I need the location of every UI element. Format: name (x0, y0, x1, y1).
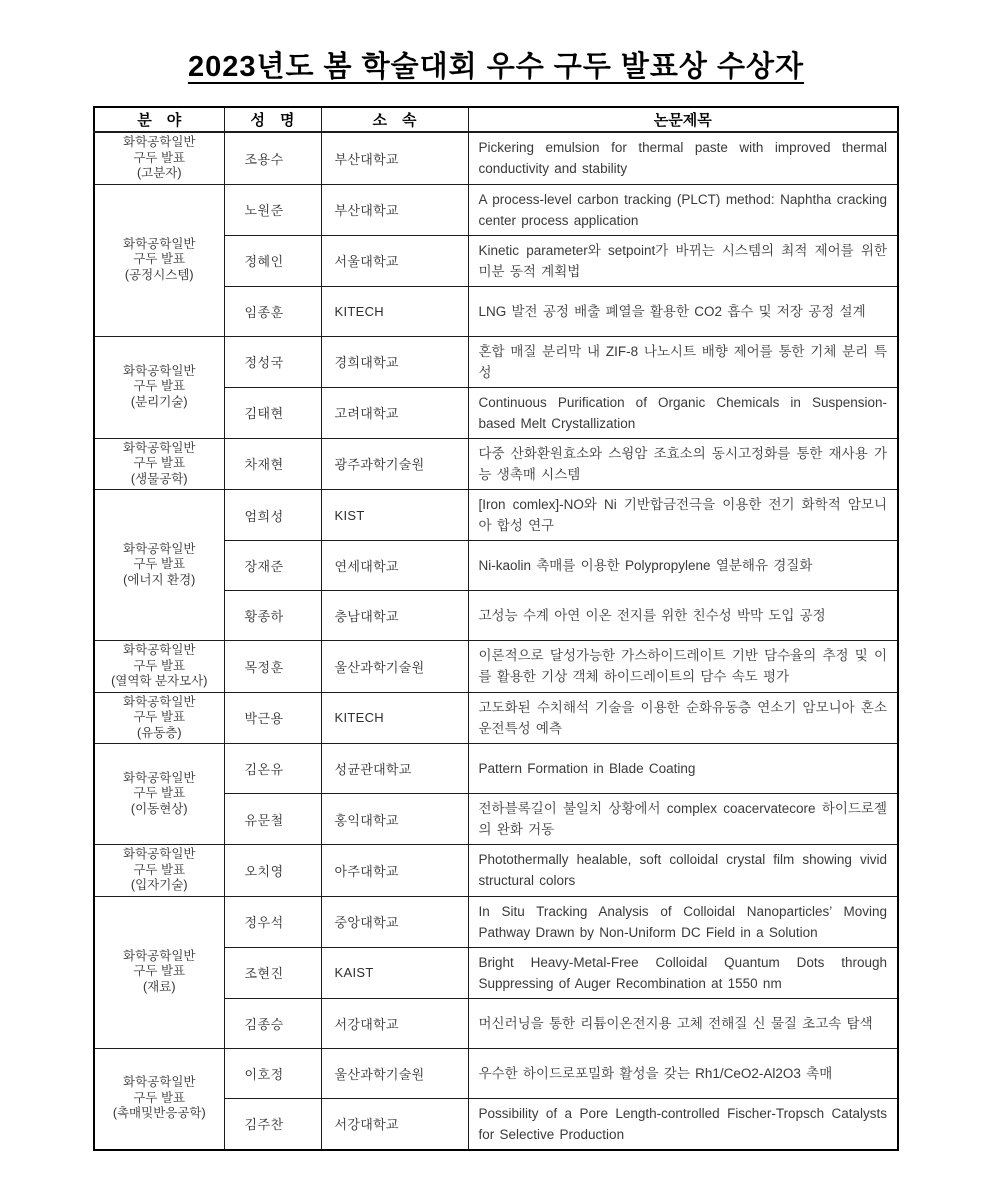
header-name: 성 명 (224, 107, 321, 132)
field-line: (촉매및반응공학) (112, 1106, 206, 1121)
table-row (94, 641, 898, 693)
winner-name: 김태현 (224, 387, 321, 438)
field-line: (생물공학) (130, 471, 188, 486)
paper-title: 고도화된 수치해석 기술을 이용한 순화유동층 연소기 암모니아 혼소 운전특성 예측 (468, 692, 898, 744)
field-line: 화학공학일반 (123, 948, 196, 963)
winner-affiliation: 울산과학기술원 (321, 1048, 468, 1098)
field-line: 구두 발표 (133, 456, 186, 470)
winner-name: 조용수 (224, 132, 321, 184)
winner-affiliation: 경희대학교 (321, 336, 468, 387)
winner-affiliation: 서강대학교 (321, 1098, 468, 1150)
paper-title: 이론적으로 달성가능한 가스하이드레이트 기반 담수율의 추정 및 이를 활용한 기상 객체 하이드레이트의 담수 속도 평가 (468, 641, 898, 693)
paper-title: 전하블록길이 불일치 상황에서 complex coacervatecore 하이드로젤의 완화 거동 (468, 794, 898, 845)
winner-affiliation: 광주과학기술원 (321, 438, 468, 490)
field-line: 구두 발표 (133, 710, 186, 724)
paper-title: Ni-kaolin 촉매를 이용한 Polypropylene 열분해유 경질화 (468, 541, 898, 591)
winner-name: 정성국 (224, 336, 321, 387)
paper-title: [Iron comlex]-NO와 Ni 기반합금전극을 이용한 전기 화학적 암모니아 합성 연구 (468, 490, 898, 541)
table-row (94, 336, 898, 387)
winner-affiliation: 홍익대학교 (321, 794, 468, 845)
winner-name: 정우석 (224, 896, 321, 947)
field-line: 화학공학일반 (123, 541, 196, 556)
winner-affiliation: 충남대학교 (321, 591, 468, 641)
field-line: (열역학 분자모사) (111, 674, 208, 688)
field-line: 구두 발표 (133, 862, 186, 877)
paper-title: 다중 산화환원효소와 스윙암 조효소의 동시고정화를 통한 재사용 가능 생촉매 시스템 (468, 438, 898, 490)
paper-title: Bright Heavy-Metal-Free Colloidal Quantum Dots through Suppressing of Auger Recombination at 1550 nm (468, 947, 898, 998)
awards-table-body (94, 132, 898, 1150)
field-line: 화학공학일반 (123, 643, 196, 657)
winner-affiliation: 아주대학교 (321, 845, 468, 897)
winner-affiliation: KITECH (321, 692, 468, 744)
field-line: 화학공학일반 (123, 236, 196, 251)
winner-name: 차재현 (224, 438, 321, 490)
field-cell (94, 490, 224, 641)
winner-affiliation: KAIST (321, 947, 468, 998)
table-row (94, 438, 898, 490)
paper-title: Kinetic parameter와 setpoint가 바뀌는 시스템의 최적 제어를 위한 미분 동적 계획법 (468, 235, 898, 286)
paper-title: In Situ Tracking Analysis of Colloidal Nanoparticles’ Moving Pathway Drawn by Non-Uniform DC Field in a Solution (468, 896, 898, 947)
page-title: 2023년도 봄 학술대회 우수 구두 발표상 수상자 (187, 51, 805, 83)
winner-name: 유문철 (224, 794, 321, 845)
winner-name: 장재준 (224, 541, 321, 591)
field-cell (94, 896, 224, 1048)
field-line: (에너지 환경) (123, 572, 196, 587)
field-line: 화학공학일반 (123, 363, 196, 378)
field-cell (94, 1048, 224, 1150)
table-row (94, 1048, 898, 1098)
winner-name: 목정훈 (224, 641, 321, 693)
field-line: 화학공학일반 (123, 694, 196, 709)
field-line: 화학공학일반 (123, 440, 196, 455)
field-line: 구두 발표 (133, 786, 186, 801)
table-row (94, 490, 898, 541)
paper-title: A process-level carbon tracking (PLCT) method: Naphtha cracking center process application (468, 184, 898, 235)
field-line: 구두 발표 (133, 1090, 186, 1105)
header-row (94, 107, 898, 132)
paper-title: Photothermally healable, soft colloidal crystal film showing vivid structural colors (468, 845, 898, 897)
table-row (94, 132, 898, 184)
table-row (94, 744, 898, 794)
winner-name: 김종승 (224, 998, 321, 1048)
field-cell (94, 132, 224, 184)
field-line: 화학공학일반 (123, 847, 196, 861)
awards-table (93, 106, 899, 1151)
field-cell (94, 184, 224, 336)
field-line: (유동층) (136, 725, 182, 740)
header-paper-title: 논문제목 (468, 107, 898, 132)
field-line: 구두 발표 (133, 964, 186, 979)
field-line: 구두 발표 (133, 150, 186, 165)
field-line: (고분자) (136, 166, 182, 180)
winner-affiliation: KITECH (321, 286, 468, 336)
winner-affiliation: 서강대학교 (321, 998, 468, 1048)
winner-affiliation: 부산대학교 (321, 184, 468, 235)
paper-title: Possibility of a Pore Length-controlled Fischer-Tropsch Catalysts for Selective Production (468, 1098, 898, 1150)
table-row (94, 896, 898, 947)
table-row (94, 845, 898, 897)
paper-title: 머신러닝을 통한 리튬이온전지용 고체 전해질 신 물질 초고속 탐색 (468, 998, 898, 1048)
field-line: (분리기술) (130, 394, 188, 409)
paper-title: Pickering emulsion for thermal paste with improved thermal conductivity and stability (468, 132, 898, 184)
field-cell (94, 845, 224, 897)
winner-name: 오치영 (224, 845, 321, 897)
paper-title: Pattern Formation in Blade Coating (468, 744, 898, 794)
winner-name: 노원준 (224, 184, 321, 235)
winner-affiliation: 성균관대학교 (321, 744, 468, 794)
field-cell (94, 744, 224, 845)
field-line: 화학공학일반 (123, 135, 196, 149)
winner-name: 정혜인 (224, 235, 321, 286)
table-row (94, 184, 898, 235)
winner-affiliation: 고려대학교 (321, 387, 468, 438)
paper-title: 혼합 매질 분리막 내 ZIF-8 나노시트 배향 제어를 통한 기체 분리 특성 (468, 336, 898, 387)
field-line: (재료) (143, 979, 176, 994)
paper-title: 고성능 수계 아연 이온 전지를 위한 친수성 박막 도입 공정 (468, 591, 898, 641)
field-cell (94, 692, 224, 744)
winner-affiliation: 서울대학교 (321, 235, 468, 286)
field-cell (94, 336, 224, 438)
winner-affiliation: 중앙대학교 (321, 896, 468, 947)
field-line: (공정시스템) (124, 267, 194, 282)
field-line: 화학공학일반 (123, 770, 196, 785)
winner-name: 김온유 (224, 744, 321, 794)
field-line: 구두 발표 (133, 379, 186, 394)
winner-name: 박근용 (224, 692, 321, 744)
winner-affiliation: KIST (321, 490, 468, 541)
field-line: 화학공학일반 (123, 1075, 196, 1090)
field-line: (입자기술) (130, 878, 188, 892)
winner-name: 이호정 (224, 1048, 321, 1098)
paper-title: Continuous Purification of Organic Chemicals in Suspension-based Melt Crystallization (468, 387, 898, 438)
field-cell (94, 438, 224, 490)
table-row (94, 692, 898, 744)
winner-name: 엄희성 (224, 490, 321, 541)
header-field: 분 야 (94, 107, 224, 132)
header-affiliation: 소 속 (321, 107, 468, 132)
winner-name: 조현진 (224, 947, 321, 998)
winner-name: 김주찬 (224, 1098, 321, 1150)
field-line: (이동현상) (130, 801, 188, 816)
field-line: 구두 발표 (133, 557, 186, 572)
field-cell (94, 641, 224, 693)
winner-name: 임종훈 (224, 286, 321, 336)
field-line: 구두 발표 (133, 252, 186, 267)
winner-name: 황종하 (224, 591, 321, 641)
paper-title: LNG 발전 공정 배출 폐열을 활용한 CO2 흡수 및 저장 공정 설계 (468, 286, 898, 336)
winner-affiliation: 부산대학교 (321, 132, 468, 184)
field-line: 구두 발표 (133, 658, 186, 673)
paper-title: 우수한 하이드로포밀화 활성을 갖는 Rh1/CeO2-Al2O3 촉매 (468, 1048, 898, 1098)
winner-affiliation: 연세대학교 (321, 541, 468, 591)
winner-affiliation: 울산과학기술원 (321, 641, 468, 693)
